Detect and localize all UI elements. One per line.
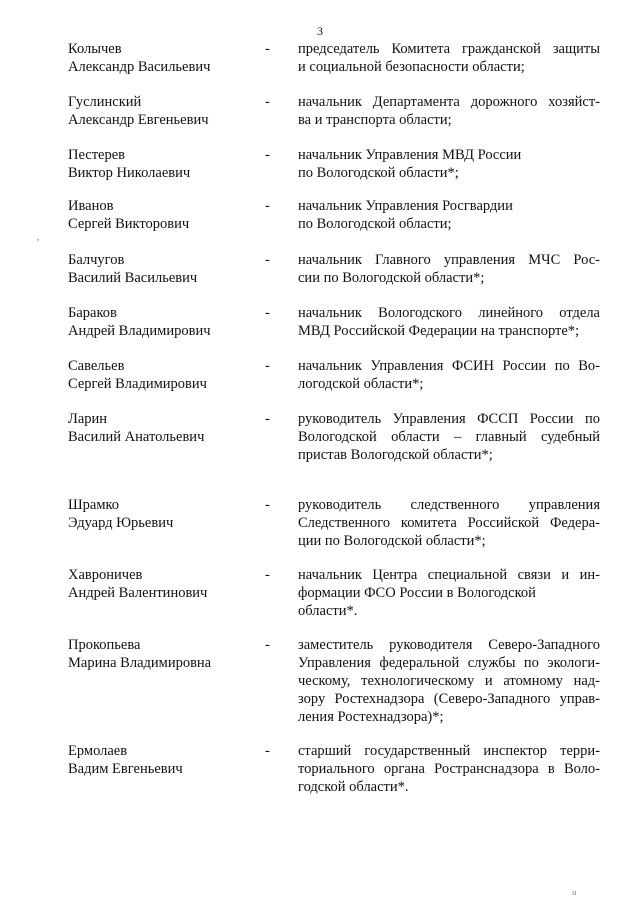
position-line: области*. [298, 603, 358, 619]
surname: Колычев [68, 41, 122, 57]
given-names: Василий Анатольевич [68, 429, 205, 445]
person-name [68, 304, 253, 340]
position-line: зору Ростехнадзора (Северо-Западного управ- [298, 691, 600, 707]
dash-separator: - [265, 411, 270, 427]
surname: Савельев [68, 358, 125, 374]
position-title [298, 496, 600, 550]
position-line: пристав Вологодской области*; [298, 447, 493, 463]
given-names: Сергей Владимирович [68, 376, 207, 392]
position-title [298, 197, 600, 233]
dash-separator: - [265, 305, 270, 321]
position-line: начальник Главного управления МЧС Рос- [298, 252, 600, 268]
surname: Гуслинский [68, 94, 142, 110]
dash-separator: - [265, 567, 270, 583]
surname: Шрамко [68, 497, 120, 513]
dash-separator: - [265, 252, 270, 268]
position-title [298, 251, 600, 287]
dash-separator: - [265, 743, 270, 759]
dash-separator: - [265, 94, 270, 110]
position-title [298, 636, 600, 726]
position-line: начальник Центра специальной связи и ин- [298, 567, 600, 583]
surname: Хавроничев [68, 567, 143, 583]
person-name [68, 357, 253, 393]
given-names: Вадим Евгеньевич [68, 761, 183, 777]
position-line: начальник Управления МВД России [298, 147, 522, 163]
position-line: председатель Комитета гражданской защиты [298, 41, 600, 57]
given-names: Сергей Викторович [68, 216, 190, 232]
position-line: Управления федеральной службы по экологи- [298, 655, 600, 671]
person-name [68, 251, 253, 287]
person-name [68, 636, 253, 672]
surname: Балчугов [68, 252, 125, 268]
given-names: Александр Евгеньевич [68, 112, 209, 128]
surname: Пестерев [68, 147, 126, 163]
position-line: годской области*. [298, 779, 409, 795]
surname: Прокопьева [68, 637, 141, 653]
position-line: логодской области*; [298, 376, 424, 392]
dash-separator: - [265, 198, 270, 214]
position-line: ва и транспорта области; [298, 112, 452, 128]
surname: Ермолаев [68, 743, 128, 759]
position-line: формации ФСО России в Вологодской [298, 585, 536, 601]
position-line: начальник Управления ФСИН России по Во- [298, 358, 600, 374]
dash-separator: - [265, 41, 270, 57]
position-line: ции по Вологодской области*; [298, 533, 486, 549]
person-name [68, 197, 253, 233]
person-name [68, 742, 253, 778]
given-names: Марина Владимировна [68, 655, 212, 671]
position-line: руководитель Управления ФССП России по [298, 411, 600, 427]
position-line: старший государственный инспектор терри- [298, 743, 600, 759]
given-names: Андрей Валентинович [68, 585, 208, 601]
given-names: Александр Васильевич [68, 59, 211, 75]
person-name [68, 496, 253, 532]
given-names: Андрей Владимирович [68, 323, 211, 339]
position-line: Вологодской области – главный судебный [298, 429, 600, 445]
dash-separator: - [265, 147, 270, 163]
position-line: сии по Вологодской области*; [298, 270, 485, 286]
position-line: начальник Вологодского линейного отдела [298, 305, 600, 321]
person-name [68, 566, 253, 602]
person-name [68, 410, 253, 446]
position-title [298, 146, 600, 182]
person-name [68, 146, 253, 182]
position-line: МВД Российской Федерации на транспорте*; [298, 323, 580, 339]
position-title [298, 304, 600, 340]
position-line: ториального органа Ространснадзора в Воло- [298, 761, 600, 777]
person-name [68, 93, 253, 129]
position-title [298, 566, 600, 620]
position-line: по Вологодской области; [298, 216, 452, 232]
given-names: Эдуард Юрьевич [68, 515, 174, 531]
surname: Иванов [68, 198, 114, 214]
dash-separator: - [265, 637, 270, 653]
position-line: Следственного комитета Российской Федера- [298, 515, 600, 531]
position-title [298, 40, 600, 76]
position-line: начальник Департамента дорожного хозяйст- [298, 94, 600, 110]
position-line: и социальной безопасности области; [298, 59, 525, 75]
position-title [298, 93, 600, 129]
position-title [298, 357, 600, 393]
stray-mark: , [37, 232, 40, 242]
corner-mark: ıı [572, 888, 577, 897]
page-number: 3 [317, 24, 323, 38]
position-title [298, 742, 600, 796]
dash-separator: - [265, 497, 270, 513]
position-title [298, 410, 600, 464]
given-names: Василий Васильевич [68, 270, 198, 286]
person-name [68, 40, 253, 76]
given-names: Виктор Николаевич [68, 165, 191, 181]
position-line: ческому, технологическому и атомному над- [298, 673, 600, 689]
surname: Ларин [68, 411, 108, 427]
position-line: по Вологодской области*; [298, 165, 459, 181]
position-line: руководитель следственного управления [298, 497, 600, 513]
position-line: начальник Управления Росгвардии [298, 198, 513, 214]
dash-separator: - [265, 358, 270, 374]
position-line: ления Ростехнадзора)*; [298, 709, 444, 725]
surname: Бараков [68, 305, 117, 321]
position-line: заместитель руководителя Северо-Западного [298, 637, 600, 653]
